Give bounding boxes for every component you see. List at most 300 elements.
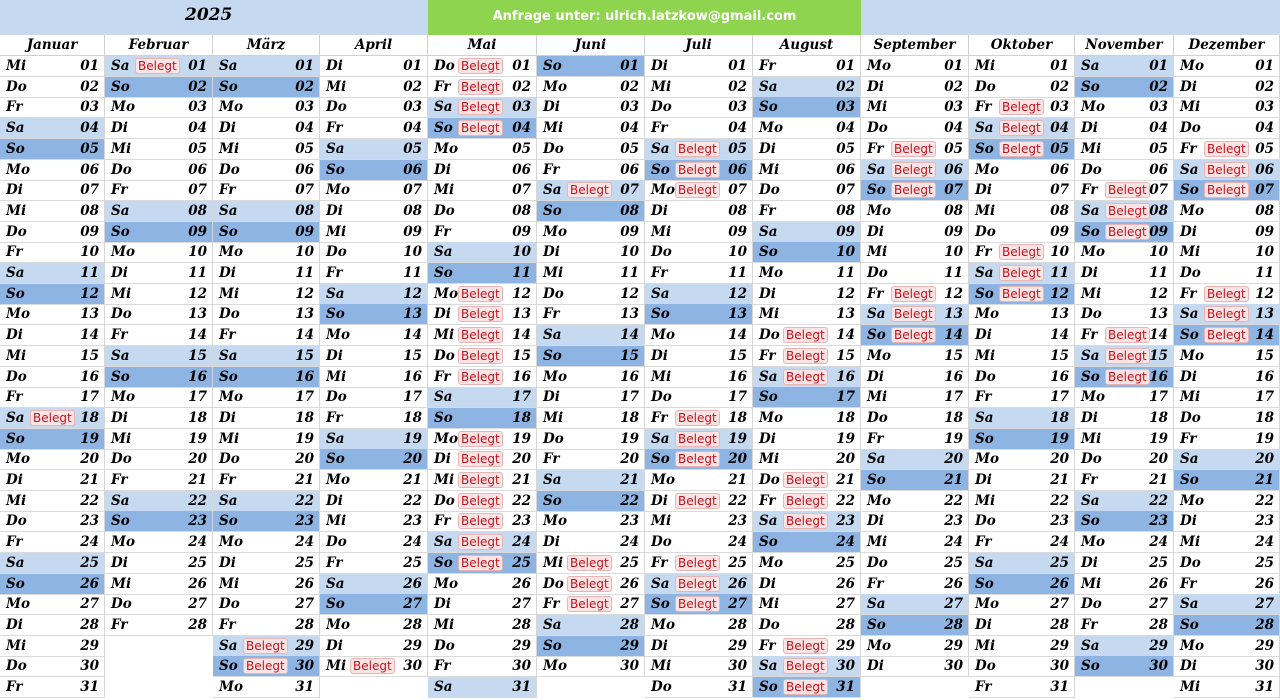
day-cell[interactable] <box>753 325 861 346</box>
day-cell[interactable] <box>320 574 428 595</box>
day-cell[interactable] <box>1075 532 1174 553</box>
day-cell[interactable] <box>105 574 213 595</box>
day-cell[interactable] <box>105 201 213 222</box>
day-cell[interactable] <box>428 242 537 263</box>
day-cell[interactable] <box>969 470 1075 491</box>
day-cell[interactable] <box>105 180 213 201</box>
day-cell[interactable] <box>105 553 213 574</box>
day-cell[interactable] <box>428 656 537 677</box>
day-cell[interactable] <box>213 325 320 346</box>
day-cell[interactable] <box>1174 656 1280 677</box>
day-cell[interactable] <box>213 656 320 677</box>
day-cell[interactable] <box>861 387 969 408</box>
day-cell[interactable] <box>861 160 969 181</box>
day-cell[interactable] <box>1174 325 1280 346</box>
day-cell[interactable] <box>0 56 105 77</box>
day-cell[interactable] <box>861 429 969 450</box>
day-cell[interactable] <box>537 304 645 325</box>
day-cell[interactable] <box>969 139 1075 160</box>
day-cell[interactable] <box>428 325 537 346</box>
day-cell[interactable] <box>753 574 861 595</box>
day-cell[interactable] <box>861 77 969 98</box>
day-cell[interactable] <box>1174 346 1280 367</box>
day-cell[interactable] <box>0 387 105 408</box>
day-cell[interactable] <box>753 553 861 574</box>
day-cell[interactable] <box>213 553 320 574</box>
day-cell[interactable] <box>861 222 969 243</box>
day-cell[interactable] <box>969 429 1075 450</box>
day-cell[interactable] <box>0 532 105 553</box>
day-cell[interactable] <box>213 511 320 532</box>
day-cell[interactable] <box>1174 491 1280 512</box>
day-cell[interactable] <box>861 346 969 367</box>
day-cell[interactable] <box>861 118 969 139</box>
day-cell[interactable] <box>861 574 969 595</box>
day-cell[interactable] <box>0 408 105 429</box>
day-cell[interactable] <box>645 56 753 77</box>
day-cell[interactable] <box>753 263 861 284</box>
day-cell[interactable] <box>537 180 645 201</box>
day-cell[interactable] <box>969 574 1075 595</box>
day-cell[interactable] <box>320 491 428 512</box>
day-cell[interactable] <box>320 553 428 574</box>
day-cell[interactable] <box>537 263 645 284</box>
day-cell[interactable] <box>645 222 753 243</box>
day-cell[interactable] <box>0 553 105 574</box>
day-cell[interactable] <box>537 532 645 553</box>
day-cell[interactable] <box>213 139 320 160</box>
day-cell[interactable] <box>537 160 645 181</box>
day-cell[interactable] <box>105 408 213 429</box>
day-cell[interactable] <box>0 594 105 615</box>
day-cell[interactable] <box>428 263 537 284</box>
day-cell[interactable] <box>861 242 969 263</box>
day-cell[interactable] <box>428 387 537 408</box>
day-cell[interactable] <box>969 408 1075 429</box>
day-cell[interactable] <box>428 97 537 118</box>
day-cell[interactable] <box>320 304 428 325</box>
day-cell[interactable] <box>537 97 645 118</box>
day-cell[interactable] <box>320 201 428 222</box>
day-cell[interactable] <box>213 387 320 408</box>
day-cell[interactable] <box>105 615 213 636</box>
day-cell[interactable] <box>320 594 428 615</box>
day-cell[interactable] <box>1075 180 1174 201</box>
day-cell[interactable] <box>537 284 645 305</box>
day-cell[interactable] <box>320 56 428 77</box>
day-cell[interactable] <box>1075 449 1174 470</box>
day-cell[interactable] <box>1174 553 1280 574</box>
day-cell[interactable] <box>1075 429 1174 450</box>
day-cell[interactable] <box>428 636 537 657</box>
day-cell[interactable] <box>320 387 428 408</box>
day-cell[interactable] <box>1174 532 1280 553</box>
day-cell[interactable] <box>105 222 213 243</box>
day-cell[interactable] <box>753 201 861 222</box>
day-cell[interactable] <box>213 429 320 450</box>
day-cell[interactable] <box>537 222 645 243</box>
day-cell[interactable] <box>861 408 969 429</box>
day-cell[interactable] <box>861 97 969 118</box>
day-cell[interactable] <box>645 470 753 491</box>
day-cell[interactable] <box>753 491 861 512</box>
day-cell[interactable] <box>753 532 861 553</box>
day-cell[interactable] <box>428 553 537 574</box>
day-cell[interactable] <box>428 408 537 429</box>
day-cell[interactable] <box>1174 77 1280 98</box>
day-cell[interactable] <box>1075 222 1174 243</box>
day-cell[interactable] <box>537 139 645 160</box>
day-cell[interactable] <box>320 263 428 284</box>
day-cell[interactable] <box>645 263 753 284</box>
day-cell[interactable] <box>645 325 753 346</box>
day-cell[interactable] <box>1174 304 1280 325</box>
day-cell[interactable] <box>969 387 1075 408</box>
day-cell[interactable] <box>969 242 1075 263</box>
day-cell[interactable] <box>320 615 428 636</box>
day-cell[interactable] <box>320 242 428 263</box>
day-cell[interactable] <box>861 594 969 615</box>
day-cell[interactable] <box>969 263 1075 284</box>
day-cell[interactable] <box>537 56 645 77</box>
day-cell[interactable] <box>0 615 105 636</box>
day-cell[interactable] <box>320 429 428 450</box>
day-cell[interactable] <box>1075 201 1174 222</box>
day-cell[interactable] <box>1075 470 1174 491</box>
day-cell[interactable] <box>1174 511 1280 532</box>
day-cell[interactable] <box>213 408 320 429</box>
day-cell[interactable] <box>969 677 1075 698</box>
day-cell[interactable] <box>537 387 645 408</box>
day-cell[interactable] <box>1075 346 1174 367</box>
day-cell[interactable] <box>861 367 969 388</box>
day-cell[interactable] <box>1174 284 1280 305</box>
day-cell[interactable] <box>753 449 861 470</box>
day-cell[interactable] <box>645 367 753 388</box>
day-cell[interactable] <box>1075 367 1174 388</box>
day-cell[interactable] <box>320 449 428 470</box>
day-cell[interactable] <box>1075 574 1174 595</box>
day-cell[interactable] <box>213 284 320 305</box>
day-cell[interactable] <box>645 615 753 636</box>
day-cell[interactable] <box>0 242 105 263</box>
day-cell[interactable] <box>213 97 320 118</box>
day-cell[interactable] <box>753 615 861 636</box>
day-cell[interactable] <box>645 139 753 160</box>
day-cell[interactable] <box>537 242 645 263</box>
day-cell[interactable] <box>1174 387 1280 408</box>
day-cell[interactable] <box>861 532 969 553</box>
day-cell[interactable] <box>1174 636 1280 657</box>
day-cell[interactable] <box>753 511 861 532</box>
day-cell[interactable] <box>320 139 428 160</box>
day-cell[interactable] <box>428 139 537 160</box>
day-cell[interactable] <box>753 346 861 367</box>
day-cell[interactable] <box>969 304 1075 325</box>
day-cell[interactable] <box>1174 97 1280 118</box>
day-cell[interactable] <box>537 201 645 222</box>
day-cell[interactable] <box>861 636 969 657</box>
day-cell[interactable] <box>645 449 753 470</box>
day-cell[interactable] <box>105 387 213 408</box>
day-cell[interactable] <box>1174 574 1280 595</box>
day-cell[interactable] <box>537 118 645 139</box>
day-cell[interactable] <box>645 491 753 512</box>
day-cell[interactable] <box>1075 594 1174 615</box>
day-cell[interactable] <box>645 346 753 367</box>
day-cell[interactable] <box>213 491 320 512</box>
day-cell[interactable] <box>213 532 320 553</box>
day-cell[interactable] <box>0 470 105 491</box>
day-cell[interactable] <box>105 449 213 470</box>
day-cell[interactable] <box>1174 470 1280 491</box>
day-cell[interactable] <box>0 201 105 222</box>
day-cell[interactable] <box>1174 677 1280 698</box>
day-cell[interactable] <box>1075 160 1174 181</box>
day-cell[interactable] <box>428 532 537 553</box>
day-cell[interactable] <box>1075 97 1174 118</box>
day-cell[interactable] <box>1174 594 1280 615</box>
day-cell[interactable] <box>753 56 861 77</box>
day-cell[interactable] <box>428 284 537 305</box>
day-cell[interactable] <box>1174 139 1280 160</box>
day-cell[interactable] <box>213 470 320 491</box>
day-cell[interactable] <box>753 429 861 450</box>
day-cell[interactable] <box>1075 615 1174 636</box>
day-cell[interactable] <box>861 139 969 160</box>
day-cell[interactable] <box>1075 491 1174 512</box>
day-cell[interactable] <box>645 387 753 408</box>
day-cell[interactable] <box>537 491 645 512</box>
day-cell[interactable] <box>1075 118 1174 139</box>
day-cell[interactable] <box>537 615 645 636</box>
day-cell[interactable] <box>320 160 428 181</box>
day-cell[interactable] <box>1174 429 1280 450</box>
day-cell[interactable] <box>105 77 213 98</box>
day-cell[interactable] <box>645 304 753 325</box>
day-cell[interactable] <box>645 511 753 532</box>
day-cell[interactable] <box>0 180 105 201</box>
day-cell[interactable] <box>645 77 753 98</box>
day-cell[interactable] <box>645 242 753 263</box>
day-cell[interactable] <box>213 180 320 201</box>
day-cell[interactable] <box>1075 263 1174 284</box>
day-cell[interactable] <box>213 222 320 243</box>
day-cell[interactable] <box>105 139 213 160</box>
day-cell[interactable] <box>213 449 320 470</box>
day-cell[interactable] <box>320 77 428 98</box>
day-cell[interactable] <box>213 346 320 367</box>
day-cell[interactable] <box>753 677 861 698</box>
day-cell[interactable] <box>0 511 105 532</box>
day-cell[interactable] <box>969 56 1075 77</box>
day-cell[interactable] <box>0 284 105 305</box>
day-cell[interactable] <box>969 180 1075 201</box>
day-cell[interactable] <box>753 284 861 305</box>
day-cell[interactable] <box>0 449 105 470</box>
day-cell[interactable] <box>1174 367 1280 388</box>
day-cell[interactable] <box>969 491 1075 512</box>
day-cell[interactable] <box>861 284 969 305</box>
day-cell[interactable] <box>1174 408 1280 429</box>
day-cell[interactable] <box>1075 242 1174 263</box>
day-cell[interactable] <box>213 677 320 698</box>
day-cell[interactable] <box>1174 242 1280 263</box>
day-cell[interactable] <box>0 304 105 325</box>
day-cell[interactable] <box>969 636 1075 657</box>
day-cell[interactable] <box>320 408 428 429</box>
day-cell[interactable] <box>861 304 969 325</box>
day-cell[interactable] <box>428 615 537 636</box>
day-cell[interactable] <box>1174 201 1280 222</box>
day-cell[interactable] <box>537 346 645 367</box>
day-cell[interactable] <box>0 429 105 450</box>
day-cell[interactable] <box>0 656 105 677</box>
day-cell[interactable] <box>320 118 428 139</box>
day-cell[interactable] <box>1174 118 1280 139</box>
day-cell[interactable] <box>645 284 753 305</box>
day-cell[interactable] <box>537 656 645 677</box>
day-cell[interactable] <box>753 118 861 139</box>
day-cell[interactable] <box>537 408 645 429</box>
day-cell[interactable] <box>1075 387 1174 408</box>
day-cell[interactable] <box>428 429 537 450</box>
day-cell[interactable] <box>0 491 105 512</box>
day-cell[interactable] <box>1174 263 1280 284</box>
day-cell[interactable] <box>753 636 861 657</box>
day-cell[interactable] <box>537 77 645 98</box>
day-cell[interactable] <box>105 56 213 77</box>
day-cell[interactable] <box>645 677 753 698</box>
day-cell[interactable] <box>969 656 1075 677</box>
day-cell[interactable] <box>537 470 645 491</box>
day-cell[interactable] <box>753 160 861 181</box>
day-cell[interactable] <box>645 408 753 429</box>
day-cell[interactable] <box>1075 325 1174 346</box>
day-cell[interactable] <box>428 118 537 139</box>
day-cell[interactable] <box>753 387 861 408</box>
day-cell[interactable] <box>645 532 753 553</box>
day-cell[interactable] <box>861 553 969 574</box>
day-cell[interactable] <box>1174 160 1280 181</box>
day-cell[interactable] <box>428 511 537 532</box>
day-cell[interactable] <box>105 325 213 346</box>
day-cell[interactable] <box>1075 656 1174 677</box>
day-cell[interactable] <box>105 346 213 367</box>
day-cell[interactable] <box>537 594 645 615</box>
day-cell[interactable] <box>320 367 428 388</box>
day-cell[interactable] <box>0 118 105 139</box>
day-cell[interactable] <box>0 97 105 118</box>
day-cell[interactable] <box>753 304 861 325</box>
day-cell[interactable] <box>537 553 645 574</box>
day-cell[interactable] <box>320 222 428 243</box>
day-cell[interactable] <box>105 97 213 118</box>
day-cell[interactable] <box>969 449 1075 470</box>
day-cell[interactable] <box>0 636 105 657</box>
day-cell[interactable] <box>428 77 537 98</box>
day-cell[interactable] <box>1075 553 1174 574</box>
day-cell[interactable] <box>105 470 213 491</box>
day-cell[interactable] <box>1174 449 1280 470</box>
day-cell[interactable] <box>0 160 105 181</box>
day-cell[interactable] <box>105 242 213 263</box>
day-cell[interactable] <box>213 118 320 139</box>
day-cell[interactable] <box>1174 615 1280 636</box>
day-cell[interactable] <box>105 429 213 450</box>
day-cell[interactable] <box>105 263 213 284</box>
day-cell[interactable] <box>969 325 1075 346</box>
day-cell[interactable] <box>537 449 645 470</box>
contact-email[interactable]: Anfrage unter: ulrich.latzkow@gmail.com <box>492 9 797 24</box>
day-cell[interactable] <box>645 574 753 595</box>
day-cell[interactable] <box>861 491 969 512</box>
day-cell[interactable] <box>645 118 753 139</box>
day-cell[interactable] <box>105 304 213 325</box>
day-cell[interactable] <box>105 160 213 181</box>
day-cell[interactable] <box>645 636 753 657</box>
day-cell[interactable] <box>0 263 105 284</box>
day-cell[interactable] <box>969 77 1075 98</box>
day-cell[interactable] <box>320 284 428 305</box>
day-cell[interactable] <box>1075 139 1174 160</box>
day-cell[interactable] <box>753 242 861 263</box>
day-cell[interactable] <box>969 511 1075 532</box>
day-cell[interactable] <box>320 325 428 346</box>
day-cell[interactable] <box>213 242 320 263</box>
day-cell[interactable] <box>428 201 537 222</box>
day-cell[interactable] <box>213 263 320 284</box>
day-cell[interactable] <box>428 594 537 615</box>
day-cell[interactable] <box>537 429 645 450</box>
day-cell[interactable] <box>753 180 861 201</box>
day-cell[interactable] <box>861 615 969 636</box>
day-cell[interactable] <box>753 139 861 160</box>
day-cell[interactable] <box>1174 56 1280 77</box>
day-cell[interactable] <box>753 222 861 243</box>
day-cell[interactable] <box>753 408 861 429</box>
day-cell[interactable] <box>105 284 213 305</box>
day-cell[interactable] <box>1174 222 1280 243</box>
day-cell[interactable] <box>320 470 428 491</box>
day-cell[interactable] <box>428 470 537 491</box>
day-cell[interactable] <box>969 160 1075 181</box>
day-cell[interactable] <box>320 656 428 677</box>
day-cell[interactable] <box>0 222 105 243</box>
day-cell[interactable] <box>1075 56 1174 77</box>
day-cell[interactable] <box>861 449 969 470</box>
day-cell[interactable] <box>0 346 105 367</box>
day-cell[interactable] <box>213 594 320 615</box>
day-cell[interactable] <box>428 304 537 325</box>
day-cell[interactable] <box>1075 284 1174 305</box>
day-cell[interactable] <box>861 201 969 222</box>
day-cell[interactable] <box>213 201 320 222</box>
day-cell[interactable] <box>1174 180 1280 201</box>
day-cell[interactable] <box>645 594 753 615</box>
day-cell[interactable] <box>645 201 753 222</box>
day-cell[interactable] <box>753 594 861 615</box>
day-cell[interactable] <box>861 511 969 532</box>
day-cell[interactable] <box>969 367 1075 388</box>
day-cell[interactable] <box>969 615 1075 636</box>
day-cell[interactable] <box>969 201 1075 222</box>
day-cell[interactable] <box>320 97 428 118</box>
day-cell[interactable] <box>428 346 537 367</box>
day-cell[interactable] <box>0 677 105 698</box>
day-cell[interactable] <box>213 615 320 636</box>
day-cell[interactable] <box>1075 636 1174 657</box>
